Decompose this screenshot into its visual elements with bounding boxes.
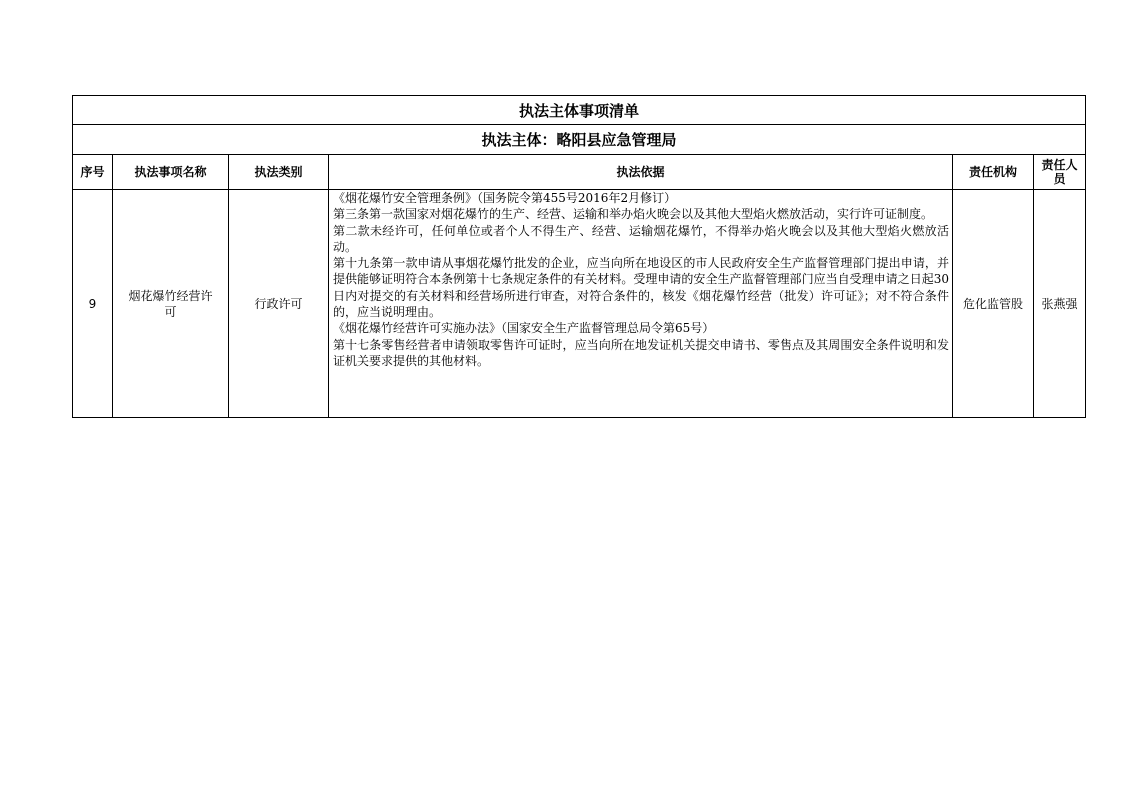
- row-category: 行政许可: [229, 190, 329, 418]
- row-item-name: 烟花爆竹经营许可: [128, 288, 213, 319]
- enforcement-items-table: [72, 95, 1086, 418]
- header-item-name: 执法事项名称: [113, 155, 229, 190]
- basis-paragraph: 第三条第一款国家对烟花爆竹的生产、经营、运输和举办焰火晚会以及其他大型焰火燃放活动，实行许可证制度。: [333, 207, 934, 222]
- header-seq: 序号: [73, 155, 113, 190]
- header-agency: 责任机构: [953, 155, 1034, 190]
- header-basis: 执法依据: [329, 155, 953, 190]
- header-row: [73, 155, 1086, 190]
- row-seq: 9: [73, 190, 113, 418]
- basis-paragraph: 第十七条零售经营者申请领取零售许可证时，应当向所在地发证机关提交申请书、零售点及其周围安全条件说明和发证机关要求提供的其他材料。: [333, 337, 949, 368]
- row-basis: [329, 190, 953, 418]
- row-agency: 危化监管股: [953, 190, 1034, 418]
- table-row: [73, 190, 1086, 418]
- basis-paragraph: 《烟花爆竹经营许可实施办法》（国家安全生产监督管理总局令第65号）: [333, 321, 715, 336]
- sheet-title: 执法主体事项清单: [73, 96, 1086, 125]
- header-person: 责任人员: [1041, 158, 1078, 186]
- basis-paragraph: 《烟花爆竹安全管理条例》（国务院令第455号2016年2月修订）: [333, 191, 677, 205]
- header-category: 执法类别: [229, 155, 329, 190]
- row-person: 张燕强: [1034, 190, 1086, 418]
- header-person-cell: [1034, 155, 1086, 190]
- enforcement-subject: 执法主体：略阳县应急管理局: [73, 125, 1086, 155]
- basis-paragraph: 第十九条第一款申请从事烟花爆竹批发的企业，应当向所在地设区的市人民政府安全生产监督管理部门提出申请，并提供能够证明符合本条例第十七条规定条件的有关材料。受理申请的安全生产监督管理部门应当自受理申请之日起30日内对提交的有关材料和经营场所进行审查，对符合条件的，核发《烟花爆竹经营（批发）许可证》；对不符合条件的，应当说明理由。: [333, 256, 949, 320]
- row-item-name-cell: [113, 190, 229, 418]
- basis-paragraph: 第二款未经许可，任何单位或者个人不得生产、经营、运输烟花爆竹，不得举办焰火晚会以及其他大型焰火燃放活动。: [333, 223, 949, 254]
